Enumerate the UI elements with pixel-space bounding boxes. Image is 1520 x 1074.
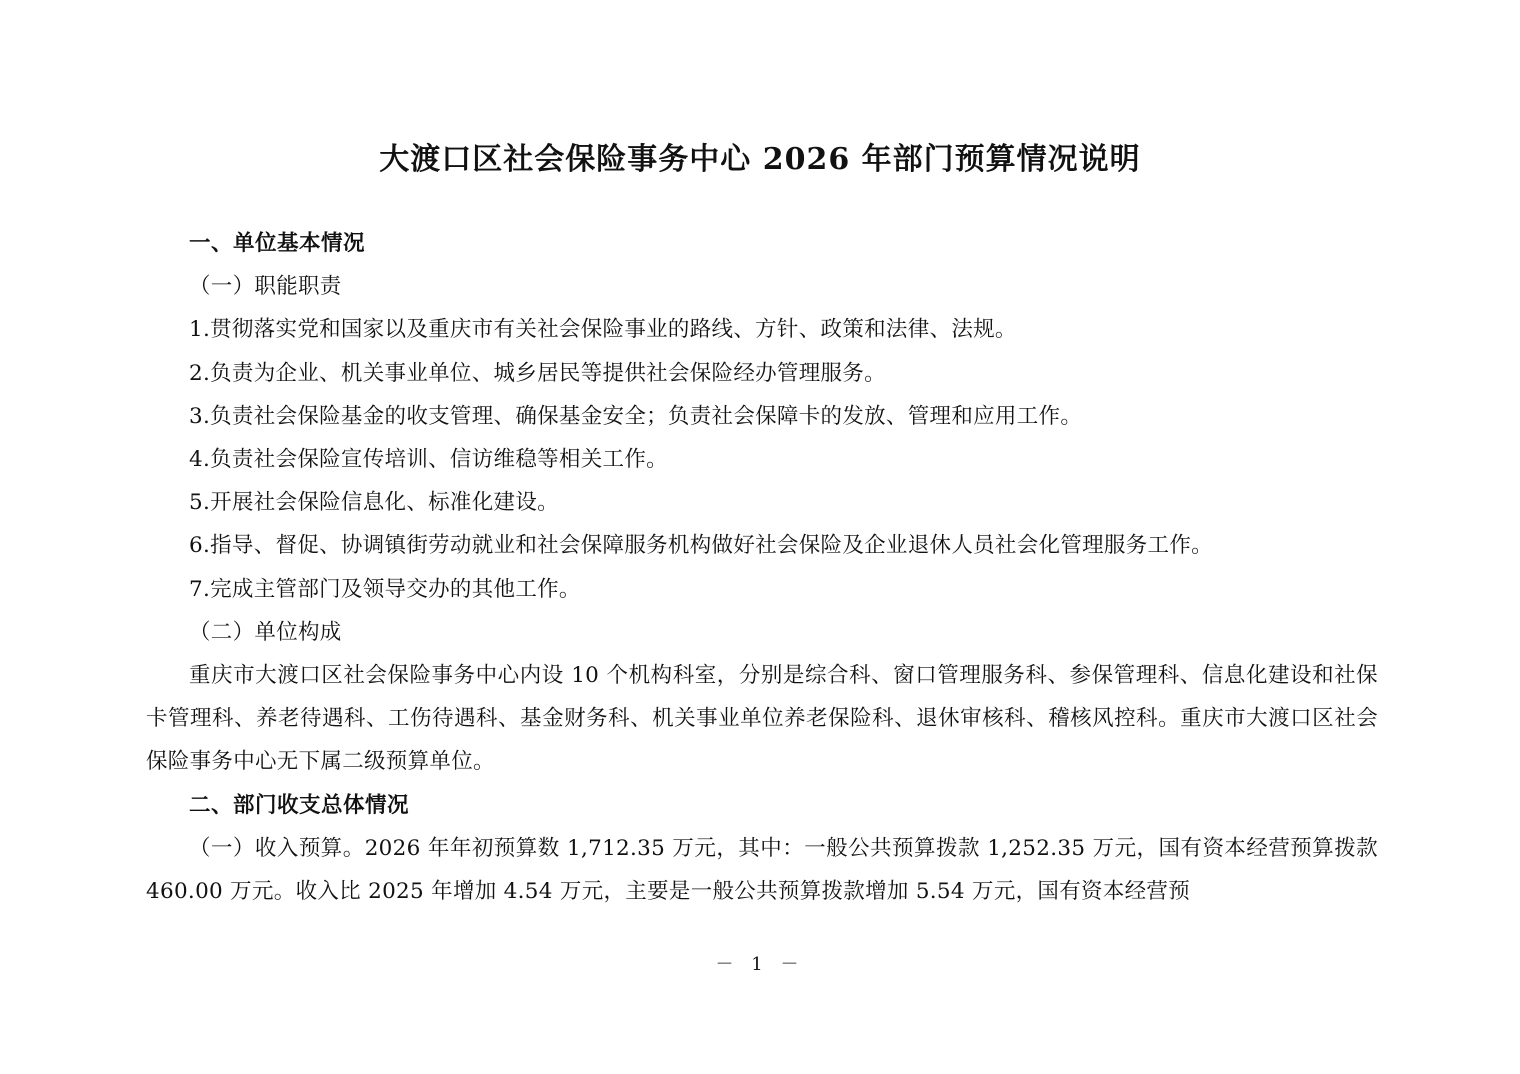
duty-item: 2.负责为企业、机关事业单位、城乡居民等提供社会保险经办管理服务。 bbox=[189, 360, 886, 386]
document-title: 大渡口区社会保险事务中心 2026 年部门预算情况说明 bbox=[379, 142, 1141, 177]
income-paragraph: （一）收入预算。2026 年年初预算数 1,712.35 万元，其中：一般公共预算拨款 1,252.35 万元，国有资本经营预算拨款 460.00 万元。收入比 2025 年增加 4.54 万元，主要是一般公共预算拨款增加 5.54 万元，国有资本经营预 bbox=[146, 835, 1378, 905]
duty-item: 1.贯彻落实党和国家以及重庆市有关社会保险事业的路线、方针、政策和法律、法规。 bbox=[189, 317, 1017, 343]
subsection-heading-composition: （二）单位构成 bbox=[189, 619, 342, 645]
duty-item: 6.指导、督促、协调镇街劳动就业和社会保障服务机构做好社会保险及企业退休人员社会化管理服务工作。 bbox=[189, 533, 1213, 559]
subsection-heading-duties: （一）职能职责 bbox=[189, 274, 342, 300]
section-heading-basic-info: 一、单位基本情况 bbox=[189, 231, 366, 256]
duty-item: 4.负责社会保险宣传培训、信访维稳等相关工作。 bbox=[189, 447, 668, 473]
page-number: － 1 － bbox=[715, 954, 805, 975]
composition-paragraph: 重庆市大渡口区社会保险事务中心内设 10 个机构科室，分别是综合科、窗口管理服务科、参保管理科、信息化建设和社保卡管理科、养老待遇科、工伤待遇科、基金财务科、机关事业单位养老保险科、退休审核科、稽核风控科。重庆市大渡口区社会保险事务中心无下属二级预算单位。 bbox=[146, 663, 1378, 775]
duty-item: 3.负责社会保险基金的收支管理、确保基金安全；负责社会保障卡的发放、管理和应用工作。 bbox=[189, 403, 1083, 429]
document-body bbox=[146, 222, 1378, 913]
duty-item: 5.开展社会保险信息化、标准化建设。 bbox=[189, 490, 559, 516]
duty-item: 7.完成主管部门及领导交办的其他工作。 bbox=[189, 576, 581, 602]
section-heading-budget-overview: 二、部门收支总体情况 bbox=[189, 792, 410, 818]
